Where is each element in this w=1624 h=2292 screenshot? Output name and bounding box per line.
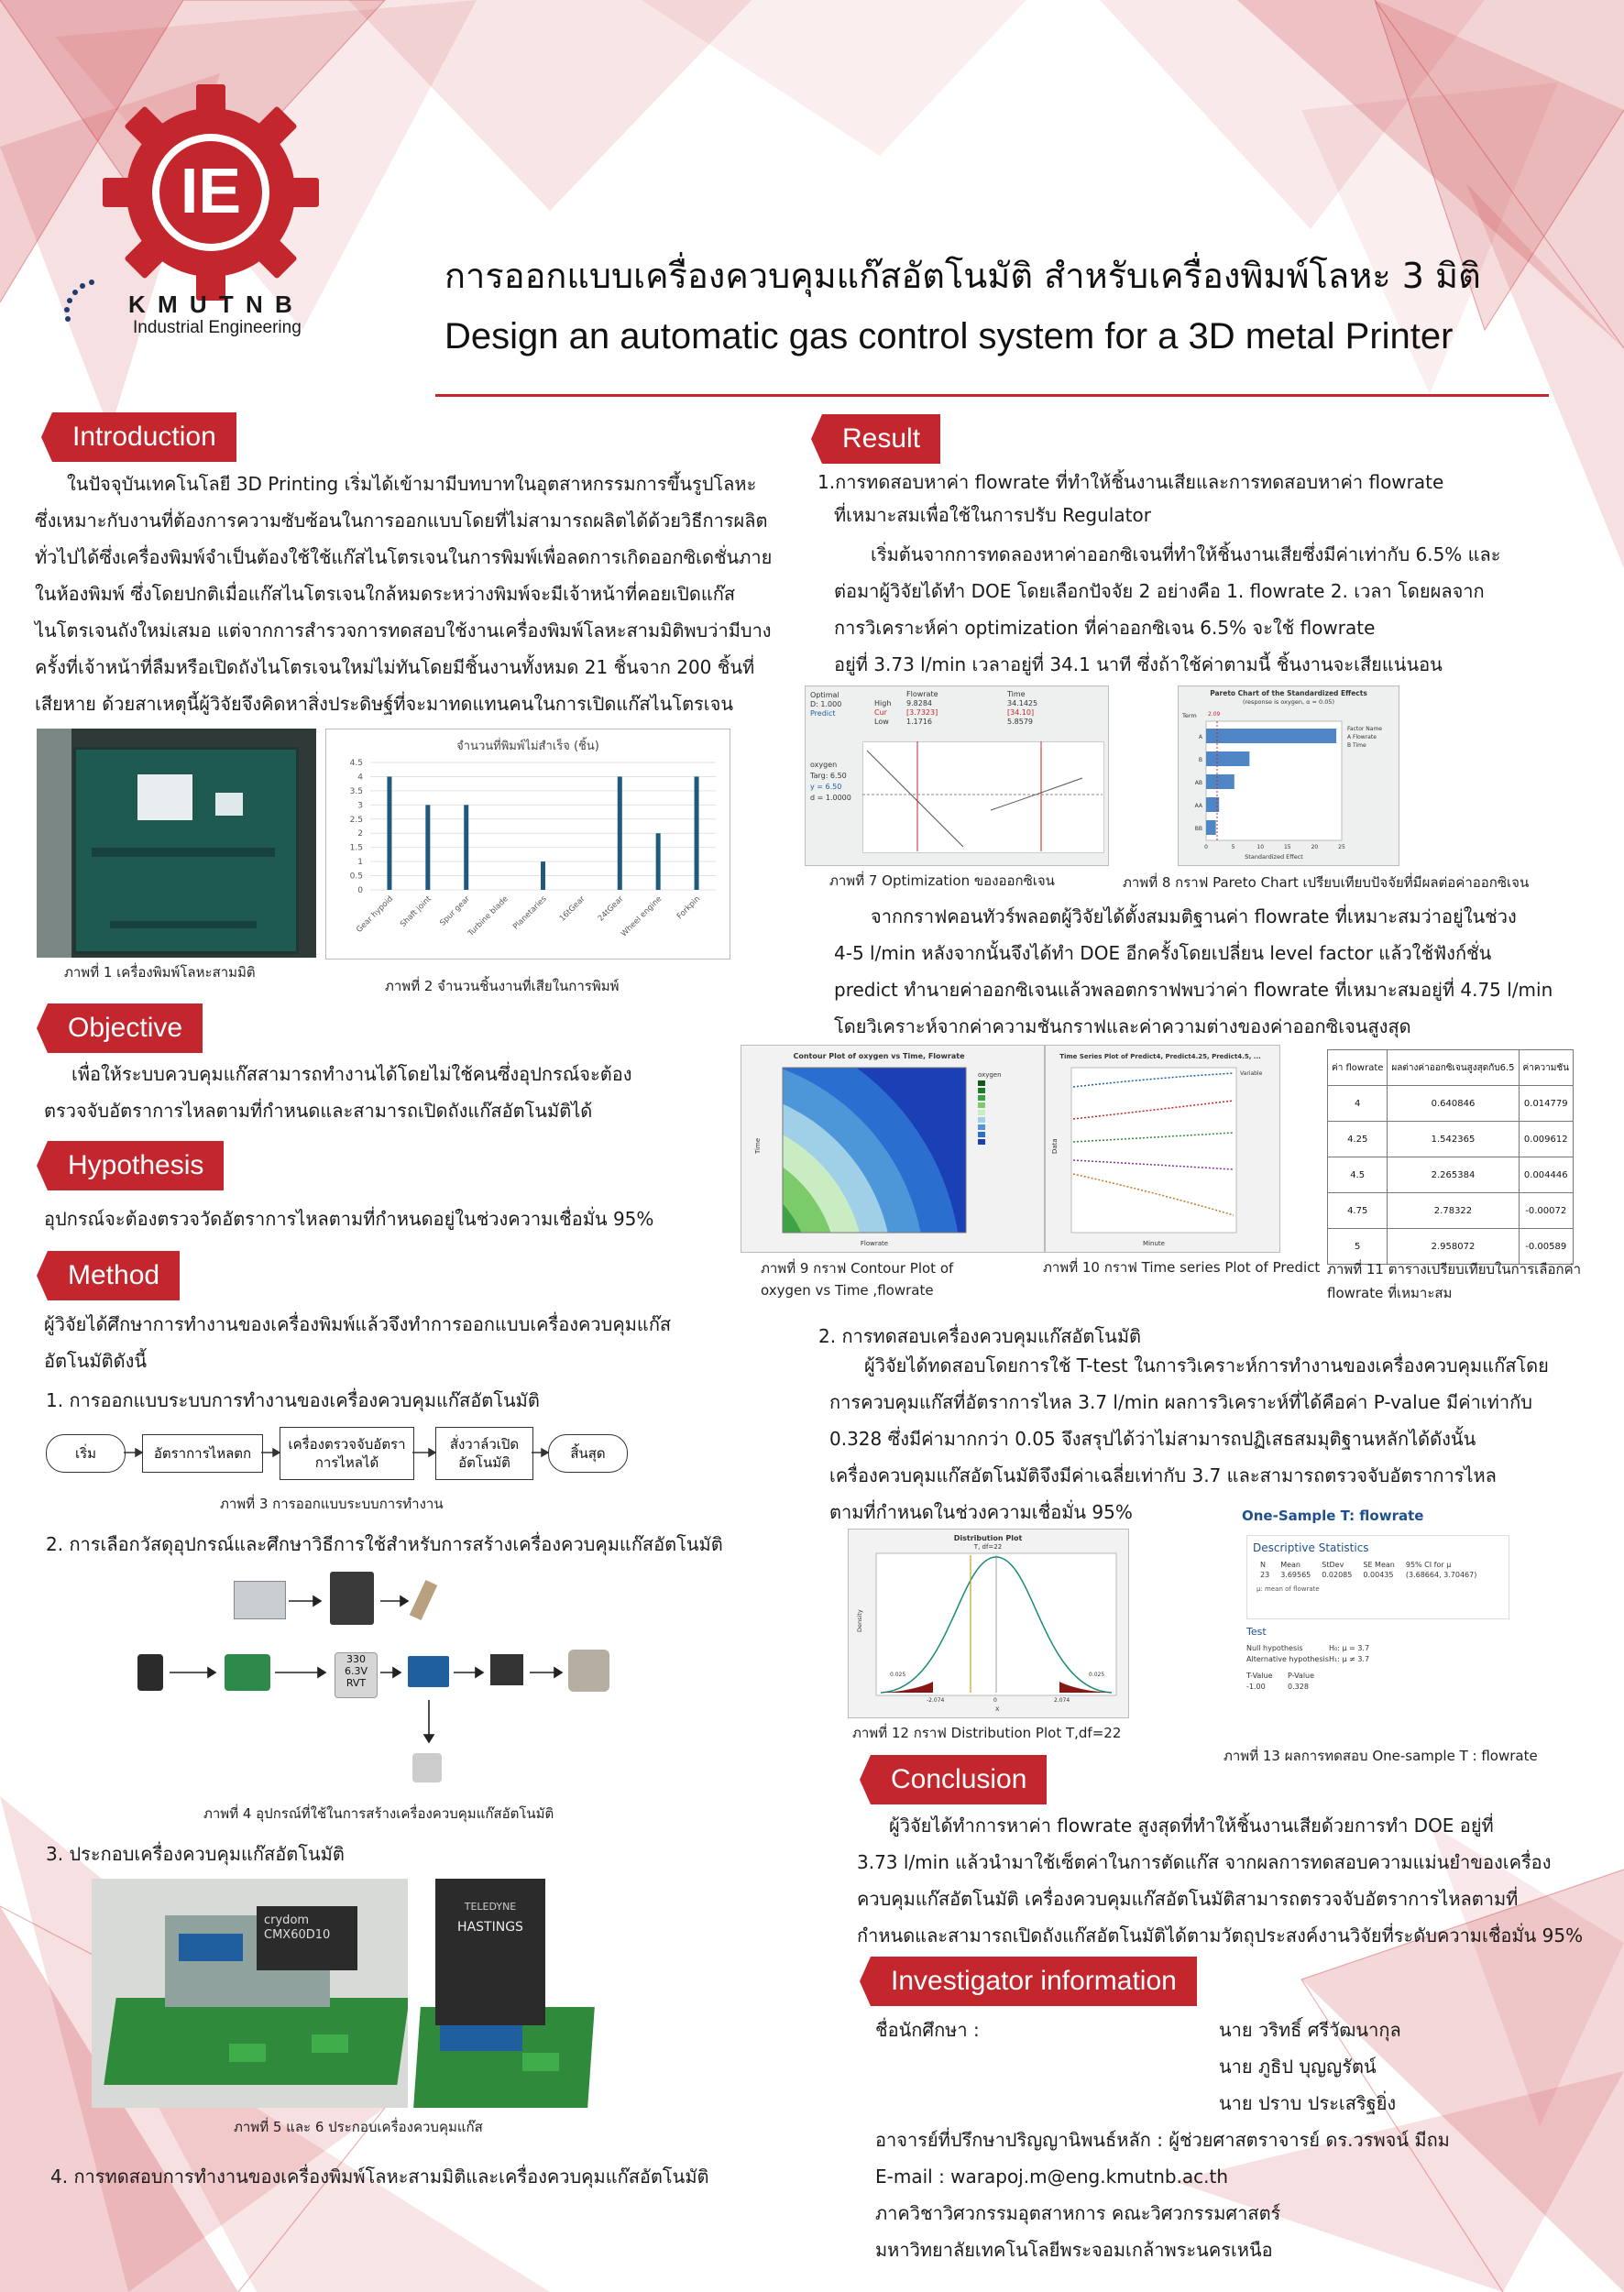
dist-xlabel: X xyxy=(995,1705,1000,1713)
table-cell: 4.5 xyxy=(1328,1157,1388,1193)
department-text: ภาควิชาวิศวกรรมอุตสาหการ คณะวิศวกรรมศาสตร์ xyxy=(875,2202,1281,2224)
logo-sub: Industrial Engineering xyxy=(133,318,302,337)
table-header-cell: ผลต่างค่าออกซิเจนสูงสุดกับ6.5 xyxy=(1388,1050,1519,1086)
x-tick-label: Wheel engine xyxy=(619,894,664,939)
pareto-tick: 15 xyxy=(1283,844,1291,850)
bar-chart-svg xyxy=(326,729,730,959)
method-step3: 3. ประกอบเครื่องควบคุมแก๊สอัตโนมัติ xyxy=(46,1843,345,1865)
table-header-cell: ค่าความชัน xyxy=(1519,1050,1573,1086)
result-r1: 1.การทดสอบหาค่า flowrate ที่ทำให้ชิ้นงานเสียและการทดสอบหาค่า flowrate ที่เหมาะสมเพื่อใช้ในการปรับ Regulator xyxy=(817,471,1444,526)
y-tick-label: 1.5 xyxy=(349,843,363,853)
fig8-caption: ภาพที่ 8 กราฟ Pareto Chart เปรียบเทียบปัจจัยที่มีผลต่อค่าออกซิเจน xyxy=(1123,874,1530,891)
time-series-svg xyxy=(1046,1046,1279,1252)
y-tick-label: 3 xyxy=(357,801,363,811)
y-tick-label: 2.5 xyxy=(349,815,363,825)
university-text: มหาวิทยาลัยเทคโนโลยีพระจอมเกล้าพระนครเหนือ xyxy=(875,2239,1273,2261)
y-tick-label: 0.5 xyxy=(349,872,363,882)
contour-title: Contour Plot of oxygen vs Time, Flowrate xyxy=(793,1052,965,1060)
pareto-title: Pareto Chart of the Standardized Effects xyxy=(1210,689,1367,697)
section-conclusion: Conclusion xyxy=(871,1755,1047,1804)
table-header-cell: ค่า flowrate xyxy=(1328,1050,1388,1086)
contour-svg xyxy=(741,1046,1044,1252)
pareto-legend-a: A Flowrate xyxy=(1347,734,1377,740)
fig3-caption: ภาพที่ 3 การออกแบบระบบการทำงาน xyxy=(220,1496,444,1512)
kmutnb-ie-logo xyxy=(87,78,335,344)
pareto-ref-label: 2.09 xyxy=(1208,711,1221,718)
pareto-term: B xyxy=(1198,757,1202,763)
time-series-plot xyxy=(1045,1045,1280,1253)
bar-7 xyxy=(618,776,622,890)
pareto-legend-head: Factor Name xyxy=(1347,726,1382,732)
pareto-xlabel: Standardized Effect xyxy=(1245,853,1303,861)
pareto-term: A xyxy=(1198,734,1202,740)
logo-org: K M U T N B xyxy=(128,291,295,318)
pareto-term: AA xyxy=(1194,803,1202,809)
stats-header: Mean xyxy=(1280,1561,1300,1569)
pareto-legend-b: B Time xyxy=(1347,742,1366,749)
stats-header: N xyxy=(1260,1561,1266,1569)
method-step2: 2. การเลือกวัสดุอุปกรณ์และศึกษาวิธีการใช้สำหรับการสร้างเครื่องควบคุมแก๊สอัตโนมัติ xyxy=(46,1533,723,1555)
flow-end: สิ้นสุด xyxy=(548,1434,628,1473)
result-r2: 2. การทดสอบเครื่องควบคุมแก๊สอัตโนมัติ xyxy=(818,1325,1142,1347)
pareto-tick: 20 xyxy=(1311,844,1319,850)
dist-label-left-tail: 0.025 xyxy=(890,1672,906,1678)
ttest-descriptive: Descriptive Statistics xyxy=(1253,1541,1369,1554)
flow-step-drop: อัตราการไหลตก xyxy=(142,1434,263,1473)
section-method: Method xyxy=(48,1251,180,1300)
ttest-title: One-Sample T: flowrate xyxy=(1242,1508,1424,1524)
contour-plot xyxy=(741,1045,1045,1253)
fig56-caption: ภาพที่ 5 และ 6 ประกอบเครื่องควบคุมแก๊ส xyxy=(234,2119,483,2135)
table-cell: 0.640846 xyxy=(1388,1086,1519,1122)
fig12-caption: ภาพที่ 12 กราฟ Distribution Plot T,df=22 xyxy=(852,1725,1122,1741)
table-cell: 2.78322 xyxy=(1388,1193,1519,1229)
fig10-caption: ภาพที่ 10 กราฟ Time series Plot of Predict xyxy=(1043,1259,1321,1276)
bar-9 xyxy=(695,776,699,890)
section-hypothesis: Hypothesis xyxy=(48,1141,224,1190)
dist-label-right-tail: 0.025 xyxy=(1089,1672,1105,1678)
section-result: Result xyxy=(822,414,940,464)
student-names: นาย วริทธิ์ ศรีวัฒนากุล นาย ภูธิป บุญญรัตน์ นาย ปราบ ประเสริฐยิ่ง xyxy=(1219,2019,1401,2114)
section-objective: Objective xyxy=(48,1003,203,1053)
table-cell: 2.958072 xyxy=(1388,1229,1519,1265)
pareto-tick: 25 xyxy=(1338,844,1345,850)
result-r2-paragraph: ผู้วิจัยได้ทดสอบโดยการใช้ T-test ในการวิเคราะห์การทำงานของเครื่องควบคุมแก๊สโดย การควบคุมแก๊สที่อัตราการไหล 3.7 l/min ผลการวิเคราะห์ที่ได้คือค่า P-value มีค่าเท่ากับ 0.328 ซึ่งมีค่ามากกว่า 0.05 จึงสรุปได้ว่าไม่สามารถปฏิเสธสมมุติฐานหลักได้ดังนั้น เครื่องควบคุมแก๊สอัตโนมัติจึงมีค่าเฉลี่ยเท่ากับ 3.7 และสามารถตรวจจับอัตราการไหล ตามที่กำหนดในช่วงความเชื่อมั่น 95% xyxy=(829,1354,1549,1523)
advisor-text: อาจารย์ที่ปรึกษาปริญญานิพนธ์หลัก : ผู้ช่วยศาสตราจารย์ ดร.วรพจน์ มีถม xyxy=(875,2129,1450,2151)
fig11-caption: ภาพที่ 11 ตารางเปรียบเทียบในการเลือกค่า flowrate ที่เหมาะสม xyxy=(1327,1261,1582,1301)
capacitor-component: 330 6.3V RVT xyxy=(335,1652,378,1698)
x-tick-label: Gear hypoid xyxy=(355,894,396,935)
pareto-term: AB xyxy=(1194,780,1202,786)
x-tick-label: Spur gear xyxy=(438,894,472,928)
table-row xyxy=(1328,1193,1574,1229)
email-text: E-mail : warapoj.m@eng.kmutnb.ac.th xyxy=(875,2166,1229,2188)
table-cell: 4 xyxy=(1328,1086,1388,1122)
flowrate-table xyxy=(1327,1049,1574,1265)
dist-ylabel: Density xyxy=(856,1609,863,1632)
logo-letters: IE xyxy=(180,155,242,226)
x-tick-label: 16tGear xyxy=(557,894,587,924)
flow-start: เริ่ม xyxy=(46,1434,126,1473)
flow-arrows xyxy=(124,1439,554,1466)
section-introduction: Introduction xyxy=(52,412,236,462)
x-tick-label: Planetaries xyxy=(511,894,549,932)
table-cell: 0.009612 xyxy=(1519,1122,1573,1157)
ttest-stats-table xyxy=(1255,1560,1482,1580)
stats-value: 0.02085 xyxy=(1322,1571,1353,1579)
dist-title: Distribution Plot xyxy=(953,1534,1023,1542)
pareto-chart xyxy=(1178,685,1399,866)
ts-legend-title: Variable xyxy=(1240,1070,1263,1077)
flow-step-detect: เครื่องตรวจจับอัตรา การไหลได้ xyxy=(280,1427,414,1480)
stats-header: StDev xyxy=(1322,1561,1344,1569)
conclusion-text: ผู้วิจัยได้ทำการหาค่า flowrate สูงสุดที่ทำให้ชิ้นงานเสียด้วยการทำ DOE อยู่ที่ 3.73 l/min แล้วนำมาใช้เซ็ตค่าในการตัดแก๊ส จากผลการทดสอบความแม่นยำของเครื่อง ควบคุมแก๊สอัตโนมัติ เครื่องควบคุมแก๊สอัตโนมัติสามารถตรวจจับอัตราการไหลตามที่ กำหนดและสามารถเปิดถังแก๊สอัตโนมัติได้ตามวัตถุประสงค์งานวิจัยที่ระดับความเชื่อมั่น 95% xyxy=(857,1815,1584,1947)
table-cell: -0.00072 xyxy=(1519,1193,1573,1229)
dist-label-left-crit: -2.074 xyxy=(927,1697,945,1704)
ts-ylabel: Data xyxy=(1051,1138,1059,1154)
dist-label-zero: 0 xyxy=(993,1697,997,1704)
x-tick-label: Forkpin xyxy=(675,894,703,922)
pareto-term-label: Term xyxy=(1182,712,1197,719)
pareto-tick: 0 xyxy=(1204,844,1208,850)
optimization-plot: Optimal D: 1.000 Predict Flowrate 9.8284 [3.7323] 1.1716 Time 34.1425 [34.10] 5.8579 High Cur Low oxygen Targ: 6.50 y = 6.50 d = 1.0000 xyxy=(805,685,1109,866)
x-tick-label: 24tGear xyxy=(596,894,626,924)
pareto-bar xyxy=(1206,820,1216,835)
fig9-caption: ภาพที่ 9 กราฟ Contour Plot of oxygen vs Time ,flowrate xyxy=(761,1260,954,1299)
fig13-caption: ภาพที่ 13 ผลการทดสอบ One-sample T : flowrate xyxy=(1223,1748,1538,1764)
y-tick-label: 2 xyxy=(357,829,363,839)
table-row xyxy=(1328,1086,1574,1122)
table-cell: 0.014779 xyxy=(1519,1086,1573,1122)
pareto-bar xyxy=(1206,729,1336,743)
method-step4: 4. การทดสอบการทำงานของเครื่องพิมพ์โลหะสามมิติและเครื่องควบคุมแก๊สอัตโนมัติ xyxy=(50,2166,709,2188)
components-diagram xyxy=(137,1572,669,1805)
t-test-output: One-Sample T: flowrate Descriptive Statistics N Mean StDev SE Mean 95% CI for μ 23 3.69565 0.02085 0.00435 (3.68664, 3.70467) μ: mean of flowrate Test Null hypothesis H₀: μ = 3.7 Alternative hypothesisH₁: μ ≠ 3.7 T-Value P-Value -1.00 0.328 xyxy=(1242,1508,1517,1727)
distribution-plot xyxy=(848,1529,1129,1718)
bar-2 xyxy=(425,805,430,890)
table-row xyxy=(1328,1122,1574,1157)
ts-title: Time Series Plot of Predict4, Predict4.25, Predict4.5, ... xyxy=(1059,1053,1261,1060)
title-underline xyxy=(435,394,1549,397)
student-label: ชื่อนักศึกษา : xyxy=(875,2019,980,2041)
assembled-device-photo-1: crydom CMX60D10 xyxy=(92,1879,408,2108)
result-r1-paragraph: เริ่มต้นจากการทดลองหาค่าออกซิเจนที่ทำให้ชิ้นงานเสียซึ่งมีค่าเท่ากับ 6.5% และ ต่อมาผู้วิจัยได้ทำ DOE โดยเลือกปัจจัย 2 อย่างคือ 1. flowrate 2. เวลา โดยผลจาก การวิเคราะห์ค่า optimization ที่ค่าออกซิเจน 6.5% จะใช้ flowrate อยู่ที่ 3.73 l/min เวลาอยู่ที่ 34.1 นาที ซึ่งถ้าใช้ค่าตามนี้ ชิ้นงานจะเสียแน่นอน xyxy=(834,543,1501,675)
pareto-bar xyxy=(1206,774,1234,789)
stats-value: 0.00435 xyxy=(1363,1571,1394,1579)
table-cell: 1.542365 xyxy=(1388,1122,1519,1157)
ts-xlabel: Minute xyxy=(1143,1240,1165,1247)
contour-xlabel: Flowrate xyxy=(860,1240,889,1247)
pareto-tick: 5 xyxy=(1231,844,1235,850)
dist-label-right-crit: 2.074 xyxy=(1054,1697,1070,1704)
y-tick-label: 4.5 xyxy=(349,759,363,768)
pareto-tick: 10 xyxy=(1256,844,1265,850)
table-cell: 5 xyxy=(1328,1229,1388,1265)
table-cell: -0.00589 xyxy=(1519,1229,1573,1265)
fig7-caption: ภาพที่ 7 Optimization ของออกซิเจน xyxy=(829,872,1055,889)
bar-5 xyxy=(541,861,545,890)
x-tick-label: Turbine blade xyxy=(466,894,510,938)
dist-subtitle: T, df=22 xyxy=(973,1543,1003,1551)
stats-header: 95% CI for μ xyxy=(1405,1561,1452,1569)
table-cell: 4.25 xyxy=(1328,1122,1388,1157)
fig1-caption: ภาพที่ 1 เครื่องพิมพ์โลหะสามมิติ xyxy=(64,964,256,981)
title-english: Design an automatic gas control system for a 3D metal Printer xyxy=(444,316,1454,356)
stats-value: 23 xyxy=(1260,1571,1270,1579)
intro-text: ในปัจจุบันเทคโนโลยี 3D Printing เริ่มได้เข้ามามีบทบาทในอุตสาหกรรมการขึ้นรูปโลหะ ซึ่งเหมาะกับงานที่ต้องการความซับซ้อนในการออกแบบโดยที่ไม่สามารถผลิตได้ด้วยวิธีการผลิต ทั่วไปได้ซึ่งเครื่องพิมพ์จำเป็นต้องใช้ใช้แก๊สไนโตรเจนในการพิมพ์เพื่อลดการเกิดออกซิเดชั่นภาย ในห้องพิมพ์ ซึ่งโดยปกติเมื่อแก๊สไนโตรเจนใกล้หมดระหว่างพิมพ์จะมีเจ้าหน้าที่คอยเปิดแก๊ส ไนโตรเจนถังใหม่เสมอ แต่จากการสำรวจการทดสอบใช้งานเครื่องพิมพ์โลหะสามมิติพบว่ามีบาง ครั้งที่เจ้าหน้าที่ลืมหรือเปิดถังไนโตรเจนใหม่ไม่ทันโดยมีชิ้นงานทั้งหมด 21 ชิ้นจาก 200 ชิ้นที่ เสียหาย ด้วยสาเหตุนี้ผู้วิจัยจึงคิดหาสิ่งประดิษฐ์ที่จะมาทดแทนคนในการเปิดแก๊สไนโตรเจน xyxy=(35,473,773,715)
pareto-bar xyxy=(1206,751,1249,766)
dots-arc-icon xyxy=(55,275,110,330)
stats-value: (3.68664, 3.70467) xyxy=(1405,1571,1477,1579)
method-step1: 1. การออกแบบระบบการทำงานของเครื่องควบคุมแก๊สอัตโนมัติ xyxy=(46,1389,540,1411)
stats-value: 3.69565 xyxy=(1280,1571,1311,1579)
bar-chart xyxy=(325,729,730,960)
y-tick-label: 4 xyxy=(357,773,363,783)
title-thai: การออกแบบเครื่องควบคุมแก๊สอัตโนมัติ สำหรับเครื่องพิมพ์โลหะ 3 มิติ xyxy=(444,256,1481,296)
bar-3 xyxy=(464,805,468,890)
bar-1 xyxy=(387,776,391,890)
distribution-svg xyxy=(849,1530,1128,1717)
pareto-term: BB xyxy=(1194,826,1202,832)
stats-header: SE Mean xyxy=(1363,1561,1395,1569)
hypothesis-text: อุปกรณ์จะต้องตรวจวัดอัตราการไหลตามที่กำหนดอยู่ในช่วงความเชื่อมั่น 95% xyxy=(44,1208,654,1230)
table-cell: 0.004446 xyxy=(1519,1157,1573,1193)
result-r1b: จากกราฟคอนทัวร์พลอตผู้วิจัยได้ตั้งสมมติฐานค่า flowrate ที่เหมาะสมว่าอยู่ในช่วง 4-5 l/min หลังจากนั้นจึงได้ทำ DOE อีกครั้งโดยเปลี่ยน level factor แล้วใช้ฟังก์ชั่น predict ทำนายค่าออกซิเจนแล้วพลอตกราฟพบว่าค่า flowrate ที่เหมาะสมอยู่ที่ 4.75 l/min โดยวิเคราะห์จากค่าความชันกราฟและค่าความต่างของค่าออกซิเจนสูงสุด xyxy=(834,905,1553,1037)
component-arrows xyxy=(137,1572,669,1805)
x-tick-label: Shaft joint xyxy=(399,894,433,929)
fig4-caption: ภาพที่ 4 อุปกรณ์ที่ใช้ในการสร้างเครื่องควบคุมแก๊สอัตโนมัติ xyxy=(203,1805,554,1822)
method-intro: ผู้วิจัยได้ศึกษาการทำงานของเครื่องพิมพ์แล้วจึงทำการออกแบบเครื่องควบคุมแก๊ส อัตโนมัติดังนี้ xyxy=(44,1313,672,1372)
table-cell: 2.265384 xyxy=(1388,1157,1519,1193)
bar-8 xyxy=(656,833,661,890)
chart-title: จำนวนที่พิมพ์ไม่สำเร็จ (ชิ้น) xyxy=(456,740,599,753)
y-tick-label: 0 xyxy=(357,886,363,895)
table-row xyxy=(1328,1157,1574,1193)
y-tick-label: 3.5 xyxy=(349,786,363,796)
objective-text: เพื่อให้ระบบควบคุมแก๊สสามารถทำงานได้โดยไม่ใช้คนซึ่งอุปกรณ์จะต้อง ตรวจจับอัตราการไหลตามที่กำหนดและสามารถเปิดถังแก๊สอัตโนมัติได้ xyxy=(44,1063,632,1122)
contour-legend-title: oxygen xyxy=(978,1071,1002,1079)
fig2-caption: ภาพที่ 2 จำนวนชิ้นงานที่เสียในการพิมพ์ xyxy=(385,978,620,994)
optimization-curves xyxy=(862,741,1103,851)
printer-photo xyxy=(37,729,316,958)
contour-ylabel: Time xyxy=(754,1137,762,1154)
pareto-svg xyxy=(1179,686,1399,865)
table-cell: 4.75 xyxy=(1328,1193,1388,1229)
flow-step-valve: สั่งวาล์วเปิด อัตโนมัติ xyxy=(435,1427,533,1480)
section-investigator: Investigator information xyxy=(871,1957,1197,2006)
pareto-subtitle: (response is oxygen, α = 0.05) xyxy=(1242,698,1335,706)
y-tick-label: 1 xyxy=(357,858,363,868)
assembled-device-photo-2: TELEDYNE HASTINGS xyxy=(412,1851,596,2112)
